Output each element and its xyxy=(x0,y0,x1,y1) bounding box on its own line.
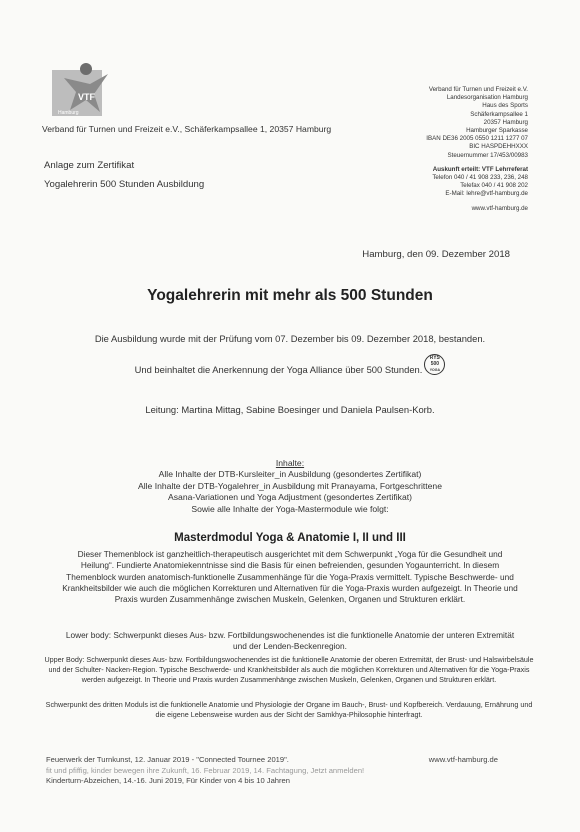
info-line: Steuernummer 17/453/00983 xyxy=(447,151,528,159)
info-line: Landesorganisation Hamburg xyxy=(446,94,528,102)
upper-body-description: Upper Body: Schwerpunkt dieses Aus- bzw. Fortbildungswochenendes ist die funktionelle Anatomie der oberen Extremität, der Brust- und Halswirbelsäule und der Schulter- Nacken-Region. Typische Beschwerde- und Krankheitsbilder als auch die möglichen Korrekturen und Alternativen für die Yoga-Praxis werden aufgezeigt. In Theorie und Praxis wurden Zusammenhänge zwischen Muskeln, Gelenken, Organen und Strukturen erklärt. xyxy=(44,655,534,684)
attachment-note xyxy=(44,156,204,194)
footer-event-2: fit und pfiffig, kinder bewegen ihre Zukunft, 16. Februar 2019, 14. Fachtagung, Jetzt anmelden! xyxy=(46,765,365,775)
contents-heading: Inhalte: xyxy=(275,458,305,468)
third-module-description: Schwerpunkt des dritten Moduls ist die funktionelle Anatomie und Physiologie der Organe im Bauch-, Brust- und Kopfbereich. Verdauung, Ernährung und die eigene Lebensweise wurden aus der Sicht der Samkhya-Philosophie hinterfragt. xyxy=(45,700,533,719)
info-contact-heading: Auskunft erteilt: VTF Lehrreferat xyxy=(432,165,528,173)
events-footer xyxy=(46,755,364,787)
contents-line: Asana-Variationen und Yoga Adjustment (gesondertes Zertifikat) xyxy=(168,492,412,503)
vtf-logo xyxy=(50,60,116,120)
svg-text:VTF: VTF xyxy=(78,92,95,102)
info-line: Schäferkampsallee 1 xyxy=(470,110,528,118)
contents-line: Sowie alle Inhalte der Yoga-Mastermodule wie folgt: xyxy=(191,503,389,514)
organization-info-block xyxy=(348,86,528,213)
info-line: Verband für Turnen und Freizeit e.V. xyxy=(428,86,528,93)
alliance-text: Und beinhaltet die Anerkennung der Yoga Alliance über 500 Stunden. xyxy=(134,363,423,375)
info-phone: Telefon 040 / 41 908 233, 236, 248 xyxy=(432,174,528,182)
module-title: Masterdmodul Yoga & Anatomie I, II und III xyxy=(174,532,406,544)
sender-address-line: Verband für Turnen und Freizeit e.V., Schäferkampsallee 1, 20357 Hamburg xyxy=(42,124,332,134)
info-line: Haus des Sports xyxy=(482,102,528,110)
contents-section xyxy=(0,458,580,515)
alliance-statement xyxy=(0,355,580,381)
contents-line: Alle Inhalte der DTB-Yogalehrer_in Ausbildung mit Pranayama, Fortgeschrittene xyxy=(138,480,442,491)
exam-statement: Die Ausbildung wurde mit der Prüfung vom 07. Dezember bis 09. Dezember 2018, bestanden. xyxy=(94,333,486,344)
footer-event-3: Kinderturn-Abzeichen, 14.-16. Juni 2019, Für Kinder von 4 bis 10 Jahren xyxy=(46,776,290,785)
info-line: BIC HASPDEHHXXX xyxy=(469,143,528,151)
leitung-line: Leitung: Martina Mittag, Sabine Boesinger und Daniela Paulsen-Korb. xyxy=(145,404,435,415)
rys-500-badge-icon: RYS 500 YOGA xyxy=(424,354,445,375)
contents-line: Alle Inhalte der DTB-Kursleiter_in Ausbildung (gesondertes Zertifikat) xyxy=(158,469,422,480)
info-line: IBAN DE36 2005 0550 1211 1277 07 xyxy=(426,135,528,143)
module-description: Dieser Themenblock ist ganzheitlich-therapeutisch ausgerichtet mit dem Schwerpunkt „Yoga für die Gesundheit und Heilung“. Fundierte Anatomiekenntnisse sind die Basis für einen befreienden, gesunden Yogaunterricht. In diesem Themenblock wurden anatomisch-funktionelle Zusammenhänge für die Yoga-Praxis vermittelt. Typische Beschwerde- und Krankheitsbilder wie auch die möglichen Korrekturen und Alternativen für die Yoga-Praxis wurden aufgezeigt. In Theorie und Praxis wurden Zusammenhänge zwischen Muskeln, Gelenken, Organen und Strukturen erklärt. xyxy=(62,549,518,605)
page-title: Yogalehrerin mit mehr als 500 Stunden xyxy=(147,287,433,304)
info-line: 20357 Hamburg xyxy=(483,118,528,126)
svg-text:Hamburg: Hamburg xyxy=(58,110,79,116)
lower-body-description: Lower body: Schwerpunkt dieses Aus- bzw. Fortbildungswochenendes ist die funktionelle Anatomie der unteren Extremität und der Lenden-Beckenregion. xyxy=(65,630,515,652)
document-date: Hamburg, den 09. Dezember 2018 xyxy=(362,249,510,260)
attachment-title: Anlage zum Zertifikat xyxy=(44,160,135,171)
info-line: Hamburger Sparkasse xyxy=(466,127,528,135)
footer-event-1: Feuerwerk der Turnkunst, 12. Januar 2019 - "Connected Tournee 2019". xyxy=(46,755,289,764)
info-fax: Telefax 040 / 41 908 202 xyxy=(460,182,528,190)
info-email[interactable]: E-Mail: lehre@vtf-hamburg.de xyxy=(445,190,528,198)
attachment-subtitle: Yogalehrerin 500 Stunden Ausbildung xyxy=(44,179,205,190)
footer-website-link[interactable]: www.vtf-hamburg.de xyxy=(428,755,498,764)
info-website[interactable]: www.vtf-hamburg.de xyxy=(471,204,528,212)
